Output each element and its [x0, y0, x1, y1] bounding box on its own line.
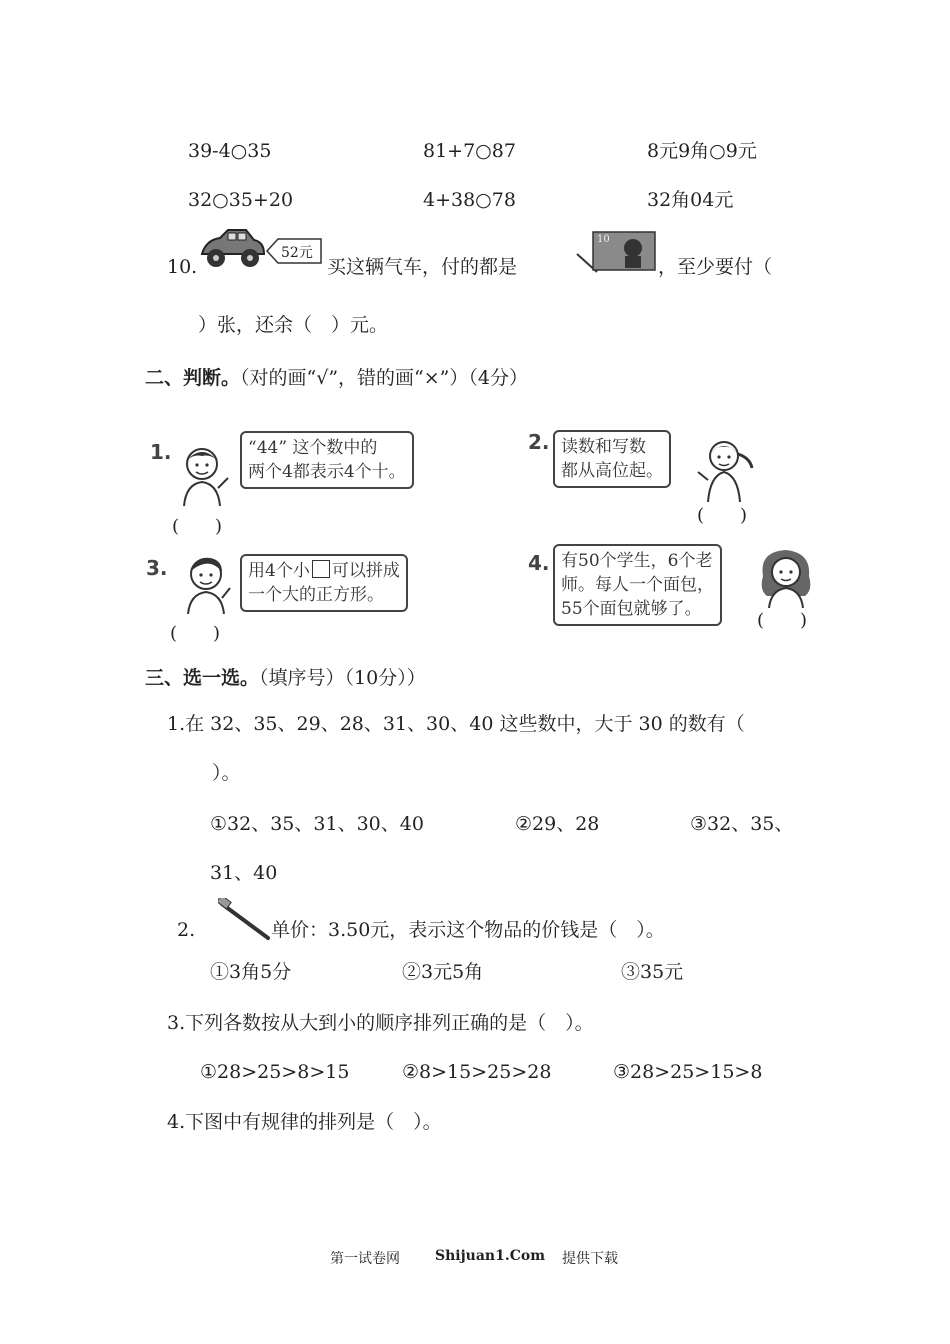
option-3[interactable]: ③28>25>15>8: [613, 1061, 763, 1083]
q10-text: ，至少要付（: [658, 256, 773, 278]
section2-note: （对的画“√”，错的画“×”）（4分）: [240, 367, 528, 389]
price-tag: [266, 238, 322, 268]
option-2[interactable]: ②29、28: [515, 813, 600, 835]
compare-item: 32○35+20: [188, 189, 294, 211]
toy-car-icon: [198, 226, 268, 276]
girl-icon: [692, 436, 756, 506]
option-2[interactable]: ②8>15>25>28: [402, 1061, 552, 1083]
footer-download: 提供下载: [562, 1251, 618, 1267]
q10-number: 10.: [167, 256, 198, 278]
speech-bubble-1: [240, 431, 414, 489]
speech-bubble-4: [553, 544, 722, 626]
boy-icon: [172, 444, 232, 510]
answer-paren[interactable]: ( ): [697, 505, 748, 526]
price-tag-label: 52元: [281, 245, 313, 261]
banknote-value: 10: [597, 234, 610, 245]
question-text: 4.下图中有规律的排列是（ ）。: [167, 1111, 442, 1133]
bubble-line: 一个大的正方形。: [248, 585, 384, 605]
compare-item: 81+7○87: [423, 140, 516, 162]
bubble-text: 可以拼成: [331, 561, 400, 581]
q10-text: 买这辆气车，付的都是: [327, 256, 518, 278]
option-1[interactable]: ①3角5分: [210, 961, 292, 983]
section-title: [145, 363, 528, 390]
question-text: 3.下列各数按从大到小的顺序排列正确的是（ ）。: [167, 1012, 594, 1034]
section2-heading: 二、判断。: [145, 367, 241, 389]
compare-item: 32角04元: [647, 189, 734, 211]
bubble-line: 有50个学生，6个老: [561, 551, 713, 571]
toothbrush-icon: [218, 898, 272, 946]
footer-site-url[interactable]: Shijuan1.Com: [435, 1248, 546, 1264]
answer-paren[interactable]: ( ): [172, 516, 223, 537]
answer-paren[interactable]: ( ): [757, 610, 808, 631]
option-2[interactable]: ②3元5角: [402, 961, 484, 983]
bubble-line: “44” 这个数中的: [248, 438, 378, 458]
judge-number: 4.: [528, 551, 550, 575]
small-square-icon: [312, 560, 330, 578]
banknote-icon: [575, 230, 657, 278]
section-title: [145, 663, 426, 690]
answer-paren[interactable]: ( ): [170, 623, 221, 644]
boy-icon: [176, 554, 236, 618]
q10-text: ）张，还余（ ）元。: [198, 314, 389, 336]
bubble-line: 师。每人一个面包，: [561, 575, 714, 595]
bubble-line: [248, 559, 400, 583]
bubble-line: 都从高位起。: [561, 461, 663, 481]
judge-number: 3.: [146, 556, 168, 580]
bubble-line: 两个4都表示4个十。: [248, 462, 406, 482]
bubble-line: 55个面包就够了。: [561, 599, 702, 619]
question-text: ）。: [212, 762, 241, 784]
section3-note: （填序号）（10分））: [259, 667, 426, 689]
option-1[interactable]: ①32、35、31、30、40: [210, 813, 424, 835]
bubble-text: 用4个小: [248, 561, 310, 581]
footer-site-name: 第一试卷网: [330, 1251, 400, 1267]
question-text: 1.在 32、35、29、28、31、30、40 这些数中，大于 30 的数有（: [167, 713, 745, 735]
option-3-wrap: 31、40: [210, 862, 278, 884]
compare-item: 4+38○78: [423, 189, 516, 211]
option-3[interactable]: ③32、35、: [690, 813, 794, 835]
judge-number: 2.: [528, 430, 550, 454]
section3-heading: 三、选一选。: [145, 667, 260, 689]
bubble-line: 读数和写数: [561, 437, 646, 457]
compare-item: 39-4○35: [188, 140, 272, 162]
compare-item: 8元9角○9元: [647, 140, 757, 162]
judge-number: 1.: [150, 440, 172, 464]
option-1[interactable]: ①28>25>8>15: [200, 1061, 350, 1083]
speech-bubble-2: [553, 430, 671, 488]
question-text: 单价：3.50元，表示这个物品的价钱是（ ）。: [271, 919, 665, 941]
question-number: 2.: [177, 919, 196, 941]
girl-icon: [755, 546, 817, 612]
speech-bubble-3: [240, 554, 408, 612]
option-3[interactable]: ③35元: [621, 961, 684, 983]
